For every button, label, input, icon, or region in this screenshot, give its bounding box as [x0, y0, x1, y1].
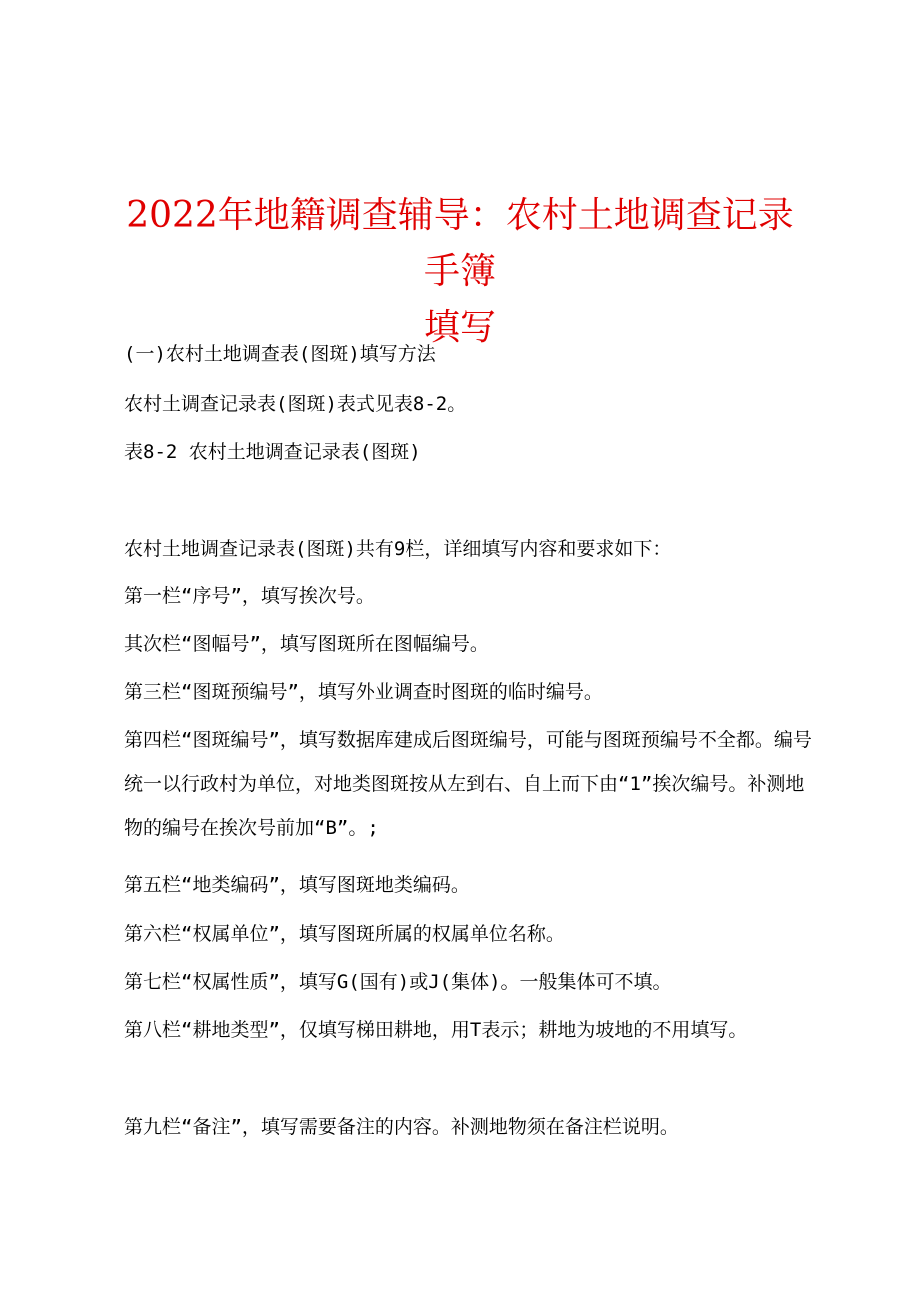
paragraph-column-1: 第一栏“序号”，填写挨次号。 [124, 585, 375, 607]
document-title [110, 188, 810, 356]
paragraph-section-heading: (一)农村土地调查表(图斑)填写方法 [124, 343, 436, 365]
paragraph-column-8: 第八栏“耕地类型”，仅填写梯田耕地，用T表示；耕地为坡地的不用填写。 [124, 1019, 748, 1041]
paragraph-column-4: 第四栏“图斑编号”，填写数据库建成后图斑编号，可能与图斑预编号不全都。编号统一以行政村为单位，对地类图斑按从左到右、自上而下由“1”挨次编号。补测地物的编号在挨次号前加“B”。; [124, 729, 812, 839]
paragraph-table-caption: 表8-2 农村土地调查记录表(图斑) [124, 441, 421, 463]
paragraph-column-3: 第三栏“图斑预编号”，填写外业调查时图斑的临时编号。 [124, 681, 603, 703]
paragraph-column-9: 第九栏“备注”，填写需要备注的内容。补测地物须在备注栏说明。 [124, 1116, 679, 1138]
title-line-2: 填写 [423, 307, 496, 348]
paragraph-column-7: 第七栏“权属性质”，填写G(国有)或J(集体)。一般集体可不填。 [124, 971, 672, 993]
paragraph-column-6: 第六栏“权属单位”，填写图斑所属的权属单位名称。 [124, 923, 565, 945]
paragraph-column-2: 其次栏“图幅号”，填写图斑所在图幅编号。 [124, 633, 489, 655]
title-line-1: 2022年地籍调查辅导：农村土地调查记录手簿 [126, 195, 794, 292]
paragraph-table-reference: 农村土调查记录表(图斑)表式见表8-2。 [124, 393, 467, 415]
paragraph-column-5: 第五栏“地类编码”，填写图斑地类编码。 [124, 874, 470, 896]
paragraph-columns-intro: 农村土地调查记录表(图斑)共有9栏，详细填写内容和要求如下： [124, 538, 672, 560]
